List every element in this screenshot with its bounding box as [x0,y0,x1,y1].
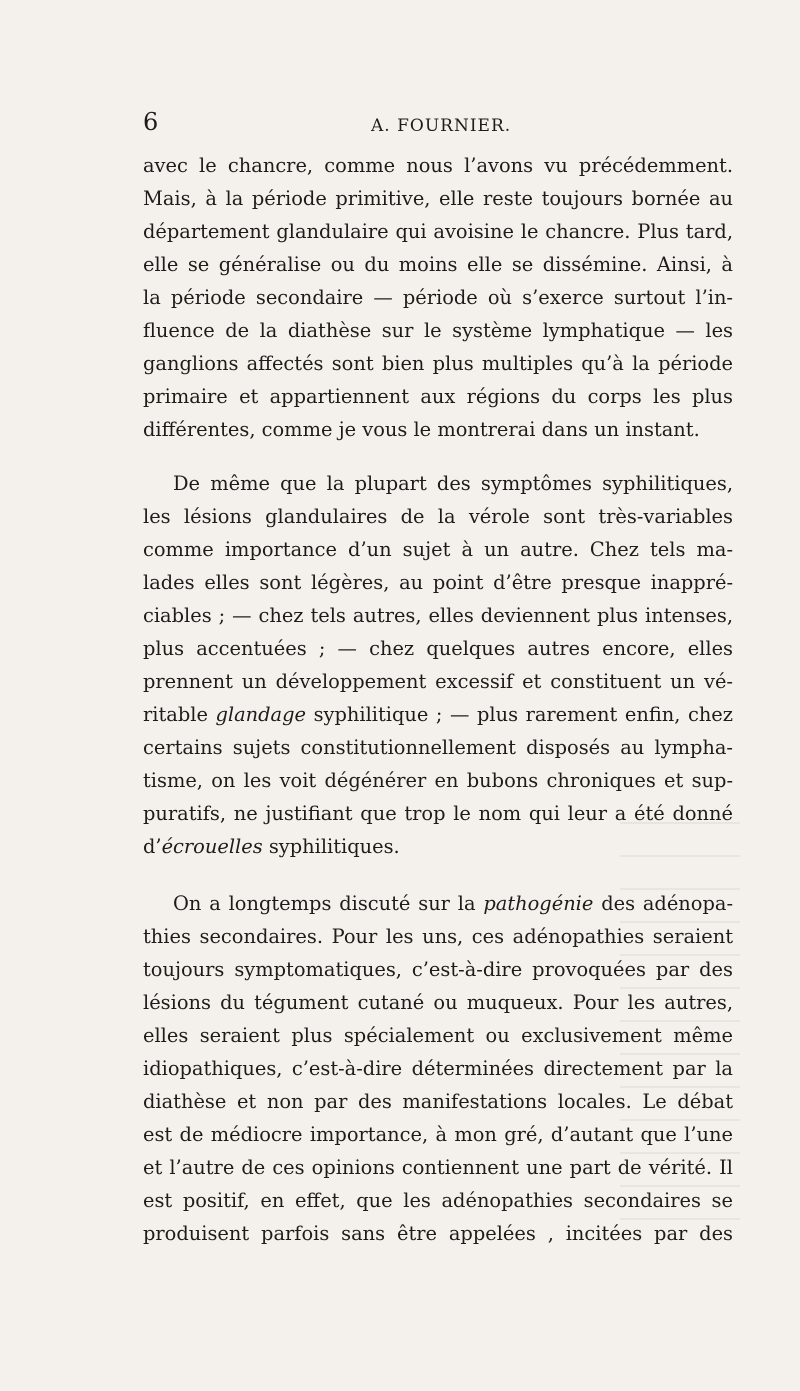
line-segment: syphilitique ; — plus rarement enfin, chez [306,703,734,726]
text-line: elles seraient plus spécialement ou exclusivement même [143,1024,733,1047]
text-line: Mais, à la période primitive, elle reste toujours bornée au [143,187,733,210]
text-line: puratifs, ne justifiant que trop le nom qui leur a été donné [143,802,733,825]
paragraph-3 [143,887,733,1250]
italic-term: pathogénie [483,892,594,915]
text-line: produisent parfois sans être appelées , incitées par des [143,1222,733,1245]
text-line: fluence de la diathèse sur le système lymphatique — les [143,319,733,342]
paragraph-spacer [143,446,733,467]
text-line-with-italic [143,830,733,863]
text-line-with-italic [143,698,733,731]
text-line: lésions du tégument cutané ou muqueux. Pour les autres, [143,991,733,1014]
line-segment: ritable [143,703,216,726]
line-segment: des adénopa- [593,892,733,915]
line-segment: syphilitiques. [262,835,400,858]
text-line: et l’autre de ces opinions contiennent une part de vérité. Il [143,1156,733,1179]
text-line: idiopathiques, c’est-à-dire déterminées directement par la [143,1057,733,1080]
text-line: avec le chancre, comme nous l’avons vu précédemment. [143,154,733,177]
text-line: ganglions affectés sont bien plus multiples qu’à la période [143,352,733,375]
text-line: les lésions glandulaires de la vérole sont très-variables [143,505,733,528]
page-number: 6 [143,108,159,136]
text-line: ciables ; — chez tels autres, elles deviennent plus intenses, [143,604,733,627]
text-line: diathèse et non par des manifestations locales. Le débat [143,1090,733,1113]
running-head: A. FOURNIER. [371,116,512,136]
text-line: différentes, comme je vous le montrerai dans un instant. [143,418,700,441]
text-line: département glandulaire qui avoisine le chancre. Plus tard, [143,220,733,243]
text-line: comme importance d’un sujet à un autre. Chez tels ma- [143,538,733,561]
text-line: est positif, en effet, que les adénopathies secondaires se [143,1189,733,1212]
paragraph-2 [143,467,733,863]
text-line: prennent un développement excessif et constituent un vé- [143,670,733,693]
text-line: primaire et appartiennent aux régions du corps les plus [143,385,733,408]
text-line: toujours symptomatiques, c’est-à-dire provoquées par des [143,958,733,981]
text-line: la période secondaire — période où s’exerce surtout l’in- [143,286,733,309]
italic-term: glandage [215,703,307,726]
text-line: certains sujets constitutionnellement disposés au lympha- [143,736,733,759]
text-line: lades elles sont légères, au point d’être presque inappré- [143,571,733,594]
text-line-with-italic [143,887,733,920]
text-line: elle se généralise ou du moins elle se dissémine. Ainsi, à [143,253,733,276]
paragraph-1 [143,149,733,446]
text-line: De même que la plupart des symptômes syphilitiques, [173,472,733,495]
italic-term: écrouelles [161,835,263,858]
page-header [143,108,733,148]
paragraph-spacer [143,863,733,887]
text-line: est de médiocre importance, à mon gré, d’autant que l’une [143,1123,733,1146]
line-segment: d’ [143,835,162,858]
text-line: thies secondaires. Pour les uns, ces adénopathies seraient [143,925,733,948]
text-line: plus accentuées ; — chez quelques autres encore, elles [143,637,733,660]
body-text [143,149,733,1250]
line-segment: On a longtemps discuté sur la [173,892,484,915]
text-line: tisme, on les voit dégénérer en bubons chroniques et sup- [143,769,733,792]
